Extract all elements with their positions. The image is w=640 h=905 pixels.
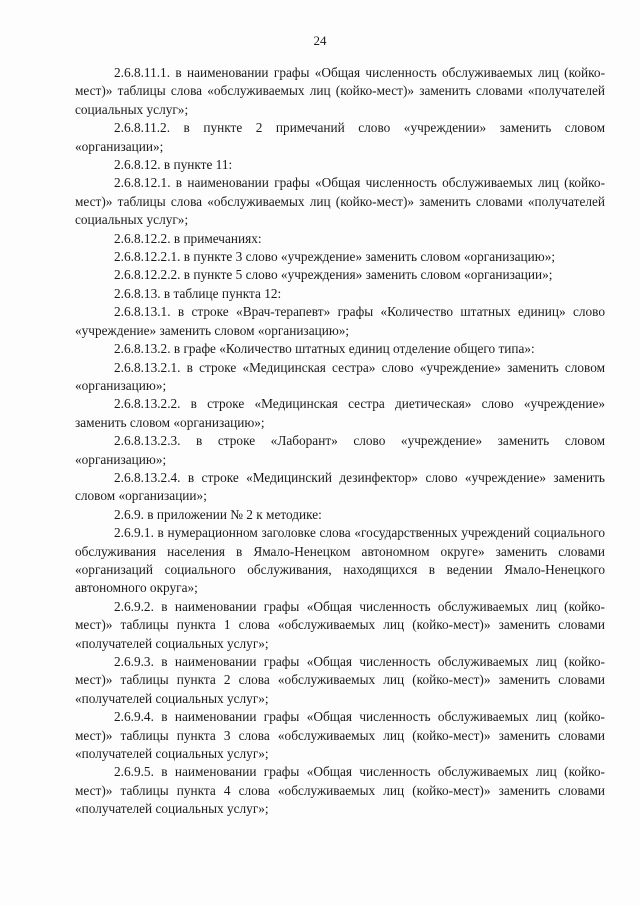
page-number: 24 <box>313 33 327 48</box>
paragraph: 2.6.8.11.2. в пункте 2 примечаний слово «учреждении» заменить словом «организации»; <box>75 120 605 154</box>
paragraph: 2.6.8.13.2. в графе «Количество штатных единиц отделение общего типа»: <box>114 341 535 357</box>
paragraph: 2.6.8.12.2.2. в пункте 5 слово «учреждения» заменить словом «организации»; <box>114 267 553 283</box>
paragraph: 2.6.8.13.2.3. в строке «Лаборант» слово «учреждение» заменить словом «организацию»; <box>75 433 605 467</box>
paragraph: 2.6.9.3. в наименовании графы «Общая численность обслуживаемых лиц (койко-мест)» таблицы пункта 2 слова «обслуживаемых лиц (койко-мест)» заменить словами «получателей социальных услуг»; <box>75 654 605 706</box>
paragraph: 2.6.8.13.2.2. в строке «Медицинская сестра диетическая» слово «учреждение» заменить словом «организацию»; <box>75 396 605 430</box>
paragraph: 2.6.9. в приложении № 2 к методике: <box>114 506 322 522</box>
paragraph: 2.6.8.13.1. в строке «Врач-терапевт» графы «Количество штатных единиц» слово «учреждение» заменить словом «организацию»; <box>75 304 605 338</box>
paragraph: 2.6.9.5. в наименовании графы «Общая численность обслуживаемых лиц (койко-мест)» таблицы пункта 4 слова «обслуживаемых лиц (койко-мест)» заменить словами «получателей социальных услуг»; <box>75 764 605 817</box>
document-body <box>75 64 605 819</box>
paragraph: 2.6.9.2. в наименовании графы «Общая численность обслуживаемых лиц (койко-мест)» таблицы пункта 1 слова «обслуживаемых лиц (койко-мест)» заменить словами «получателей социальных услуг»; <box>75 598 605 651</box>
paragraph: 2.6.8.13.2.1. в строке «Медицинская сестра» слово «учреждение» заменить словом «организацию»; <box>75 359 605 393</box>
paragraph: 2.6.9.1. в нумерационном заголовке слова «государственных учреждений социального обслуживания населения в Ямало-Ненецком автономном округе» заменить словами «организаций социального обслуживания, находящихся в ведении Ямало-Ненецкого автономного округа»; <box>75 525 605 596</box>
paragraph: 2.6.9.4. в наименовании графы «Общая численность обслуживаемых лиц (койко-мест)» таблицы пункта 3 слова «обслуживаемых лиц (койко-мест)» заменить словами «получателей социальных услуг»; <box>75 709 605 762</box>
paragraph: 2.6.8.12.2.1. в пункте 3 слово «учреждение» заменить словом «организацию»; <box>114 249 556 265</box>
paragraph: 2.6.8.12. в пункте 11: <box>114 157 233 173</box>
paragraph: 2.6.8.11.1. в наименовании графы «Общая численность обслуживаемых лиц (койко-мест)» таблицы слова «обслуживаемых лиц (койко-мест)» заменить словами «получателей социальных услуг»; <box>75 65 605 117</box>
paragraph: 2.6.8.13.2.4. в строке «Медицинский дезинфектор» слово «учреждение» заменить словом «организации»; <box>75 469 605 504</box>
paragraph: 2.6.8.12.1. в наименовании графы «Общая численность обслуживаемых лиц (койко-мест)» таблицы слова «обслуживаемых лиц (койко-мест)» заменить словами «получателей социальных услуг»; <box>75 175 605 228</box>
paragraph: 2.6.8.13. в таблице пункта 12: <box>114 285 282 301</box>
paragraph: 2.6.8.12.2. в примечаниях: <box>114 230 262 246</box>
